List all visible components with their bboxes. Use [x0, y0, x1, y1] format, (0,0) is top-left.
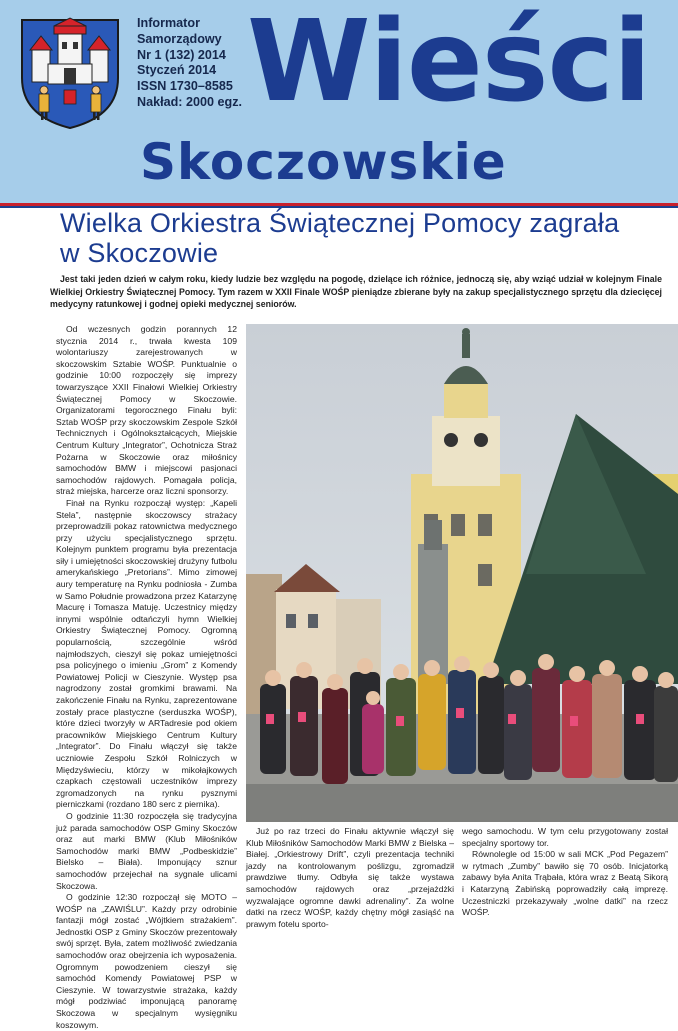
paragraph: O godzinie 11:30 rozpoczęła się tradycyjna już parada samochodów OSP Gminy Skoczów oraz aut marki BMW (Klub Miłośników Samochodów marki BMW „Podbeskidzie” Bielsko – Biała). Imponujący sznur samochodów przejechał na sygnale ulicami Skoczowa. — [56, 810, 237, 891]
article-photo — [246, 324, 678, 822]
article-lead: Jest taki jeden dzień w całym roku, kiedy ludzie bez względu na pogodę, dzielące ich różnice, jednoczą się, aby wziąć udział w kolejnym Finale Wielkiej Orkiestry Świątecznej Pomocy. Tym razem w XXII Finale WOŚP pieniądze zbierane były na zakup specjalistycznego sprzętu dla dziecięcej medycyny ratunkowej i godnej opieki medycznej seniorów. — [50, 274, 662, 310]
info-line-2: Samorządowy — [137, 31, 222, 46]
masthead-title-main: Wieści — [247, 0, 651, 127]
masthead — [0, 0, 678, 203]
masthead-title-sub: Skoczowskie — [140, 133, 507, 191]
paragraph: Równolegle od 15:00 w sali MCK „Pod Pegazem” w rytmach „Zumby” bawiło się 70 osób. Inicjatorką zabawy była Anita Trąbała, która wraz z Beatą Sikorą i Katarzyną Żabińską poprowadziły całą imprezę. Uczestniczki przekazywały „wolne datki” na rzecz WOŚP. — [462, 849, 668, 918]
info-line-5: ISSN 1730–8585 — [137, 79, 233, 94]
headline-line-1: Wielka Orkiestra Świątecznej Pomocy zagrała — [60, 208, 620, 238]
paragraph-continued: wego samochodu. W tym celu przygotowany został specjalny sportowy tor. — [462, 826, 668, 848]
info-line-3: Nr 1 (132) 2014 — [137, 47, 226, 62]
headline-line-2: w Skoczowie — [60, 238, 219, 268]
article-column-1 — [56, 324, 237, 1031]
paragraph: Już po raz trzeci do Finału aktywnie włączył się Klub Miłośników Samochodów Marki BMW z Bielska – Białej. „Orkiestrowy Drift”, czyli prezentacja techniki jazdy na kontrolowanym poślizgu, zgromadził prawdziwe tłumy. Odbyła się także wystawa samochodów rajdowych oraz „przejażdżki wyzwalające ogromne dawki adrenaliny”. Za wolne datki na rzecz WOŚP, każdy chętny mógł zasiąść na prawym fotelu sporto- — [246, 826, 454, 929]
issue-info — [137, 16, 247, 111]
info-line-4: Styczeń 2014 — [137, 63, 217, 78]
article-headline — [60, 208, 670, 268]
article-column-2 — [246, 826, 454, 930]
paragraph: Od wczesnych godzin porannych 12 stycznia 2014 r., trwała kwesta 109 wolontariuszy zarejestrowanych w skoczowskim Sztabie WOŚP. Punktualnie o godzinie 10:00 rozpoczęły się imprezy towarzyszące XXII Finałowi Wielkiej Orkiestry Świątecznej Pomocy w Skoczowie. Organizatorami tegorocznego Finału byli: Sztab WOŚP przy skoczowskim Zespole Szkół Technicznych i Ogólnokształcących, Miejskie Centrum Kultury „Integrator”, Ochotnicza Straż Pożarna w Skoczowie oraz miłośnicy samochodów BMW i miejscowi pasjonaci samochodów rajdowych. Pomagała policja, straż miejska, harcerze oraz liczni sponsorzy. — [56, 324, 237, 497]
info-line-6: Nakład: 2000 egz. — [137, 94, 242, 109]
info-line-1: Informator — [137, 16, 200, 30]
paragraph: O godzinie 12:30 rozpoczął się MOTO – WOŚP na „ZAWIŚLU”. Każdy przy odrobinie fantazji mógł zostać „Wójtkiem strażakiem”. Jednostki OSP z Gminy Skoczów prezentowały swój sprzęt. Była, zatem możliwość zwiedzania samochodów oraz obejrzenia ich wyposażenia. Ogromnym powodzeniem cieszył się samochód Komendy Powiatowej PSP w Cieszynie. W towarzystwie strażaka, każdy mógł podziwiać imponującą panoramę Skoczowa w specjalnym wysięgniku koszowym. — [56, 892, 237, 1030]
paragraph: Finał na Rynku rozpoczął występ: „Kapeli Stela”, następnie skoczowscy strażacy przeprowadzili pokaz ratownictwa medycznego przy użyciu specjalistycznego sprzętu. Kolejnym punktem programu była prezentacja siły i umiejętności skoczowskiej drużyny futbolu amerykańskiego „Pretorians”. Mimo zimowej aury temperaturę na Rynku podniosła - Zumba w Samo Południe prowadzona przez Katarzynę Macurę i Tomasza Matuję. Uczestnicy między innymi wspólnie odtańczyli hymn Wielkiej Orkiestry Świątecznej Pomocy. Ogromną popularnością, szczególnie wśród najmłodszych, cieszył się pokaz umiejętności psa policyjnego o imieniu „Grom” z Komendy Powiatowej Policji w Cieszynie. Występ psa nagrodzony został gromkimi brawami. Na zakończenie Finału na Rynku, zaprezentowane zostały prace plastyczne (serduszka WOŚP), które dzieci tworzyły w ARTadresie pod okiem pracowników Miejskiego Centrum Kultury „Integrator”. Do Finału włączył się także uczniowie Zespołu Szkół Rolniczych w Międzyświeciu, którzy w mikołajkowych czapkach częstowali uczestników imprezy zgromadzonych na rynku pysznymi pierniczkami (rozdano 180 serc z piernika). — [56, 497, 237, 810]
town-crest-logo — [18, 18, 122, 130]
article-column-3 — [462, 826, 668, 919]
